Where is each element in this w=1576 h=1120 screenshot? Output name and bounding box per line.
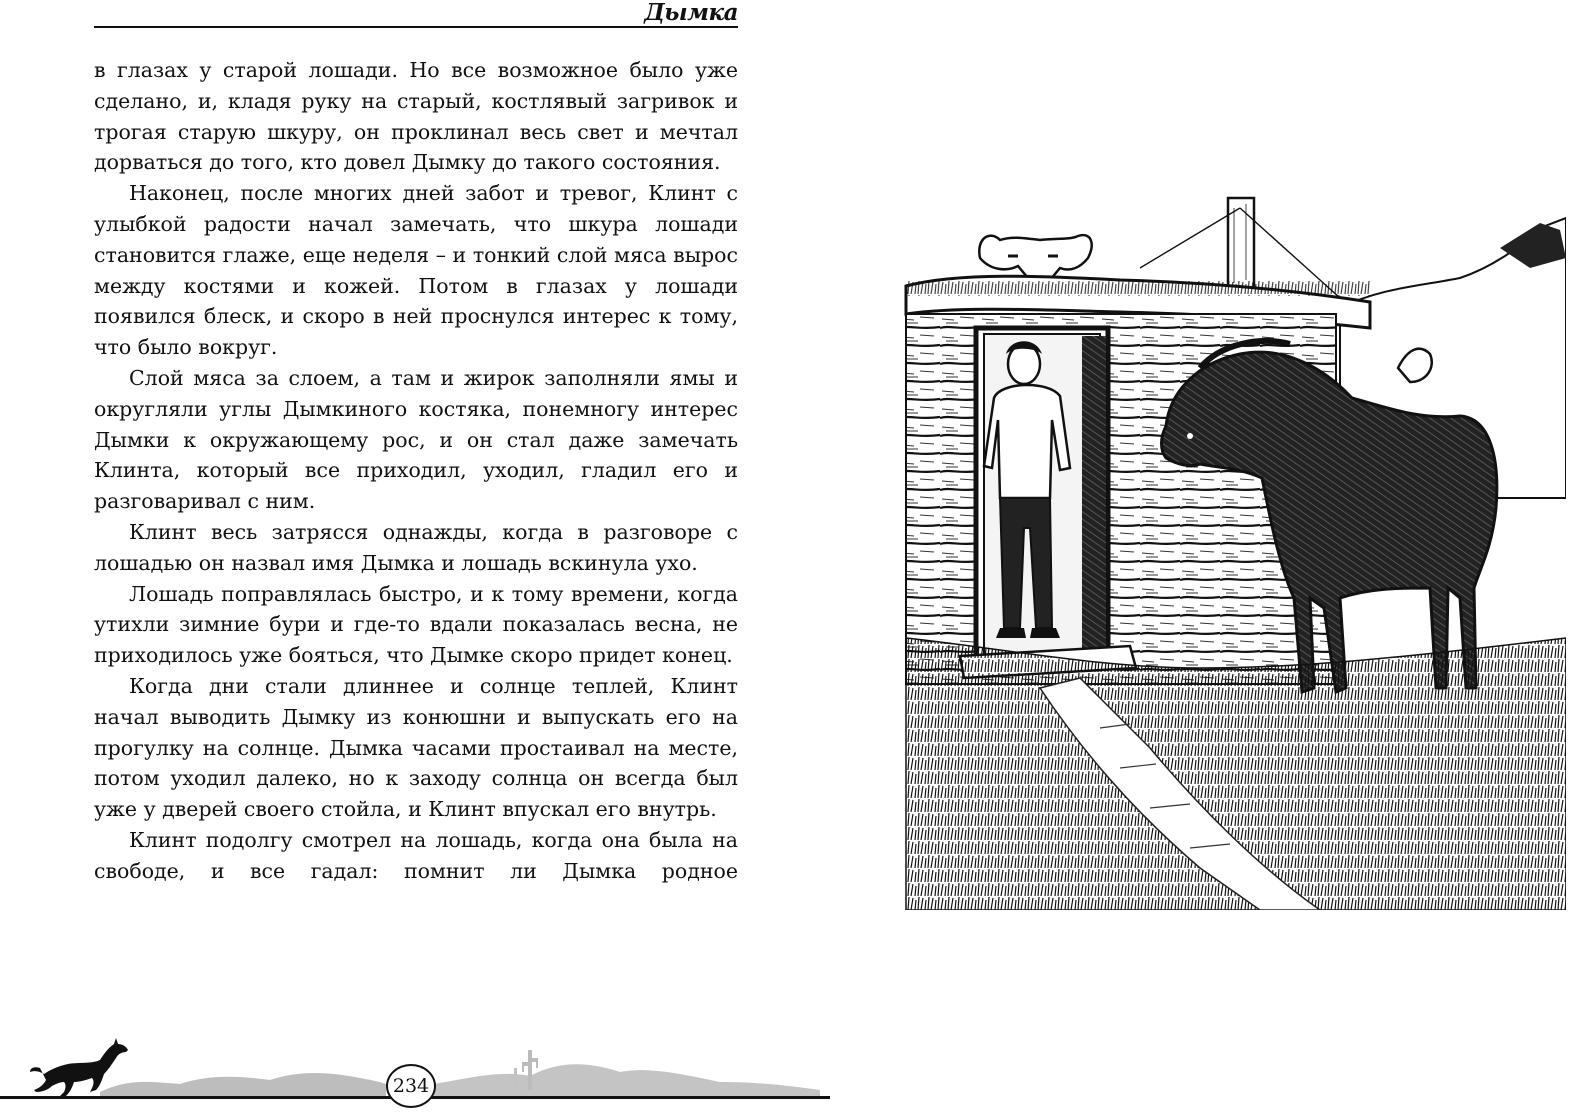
paragraph-7: Клинт подолгу смотрел на лошадь, когда она была на свободе, и все гадал: помнит ли Дымка родное xyxy=(94,827,738,883)
header-rule xyxy=(94,26,738,28)
skull-ornament xyxy=(979,235,1091,280)
paragraph-3: Слой мяса за слоем, а там и жирок заполняли ямы и округляли углы Дымкиного костяка, понемногу интерес Дымки к окружающему рос, и он стал даже замечать Клинта, который все приходил, уходил, гладил его и разговаривал с ним. xyxy=(94,365,738,514)
paragraph-5: Лошадь поправлялась быстро, и к тому времени, когда утихли зимние бури и где-то вдали показалась весна, не приходилось уже бояться, что Дымке скоро придет конец. xyxy=(94,581,738,668)
paragraph-1: в глазах у старой лошади. Но все возможное было уже сделано, и, кладя руку на старый, костлявый загривок и трогая старую шкуру, он проклинал весь свет и мечтал дорваться до того, кто довел Дымку до такого состояния. xyxy=(94,58,738,175)
paragraph-2: Наконец, после многих дней забот и тревог, Клинт с улыбкой радости начал замечать, что шкура лошади становится глаже, еще неделя – и тонкий слой мяса вырос между костями и кожей. Потом в глазах у лошади появился блеск, и скоро в ней проснулся интерес к тому, что было вокруг. xyxy=(94,181,738,360)
paragraph-6: Когда дни стали длиннее и солнце теплей, Клинт начал выводить Дымку из конюшни и выпускать его на прогулку на солнце. Дымка часами простаивал на месте, потом уходил далеко, но к заходу солнца он всегда был уже у дверей своего стойла, и Клинт впускал его внутрь. xyxy=(94,673,738,822)
landscape-hills xyxy=(100,1073,386,1096)
landscape-hills-right xyxy=(434,1064,820,1096)
page-number: 234 xyxy=(386,1064,436,1108)
illustration-cabin-horse xyxy=(900,168,1566,910)
body-text xyxy=(94,55,738,887)
chimney-pole xyxy=(1228,198,1254,288)
running-header-title: Дымка xyxy=(644,0,738,26)
paragraph-4: Клинт весь затрясся однажды, когда в разговоре с лошадью он назвал имя Дымка и лошадь вскинула ухо. xyxy=(94,519,738,575)
